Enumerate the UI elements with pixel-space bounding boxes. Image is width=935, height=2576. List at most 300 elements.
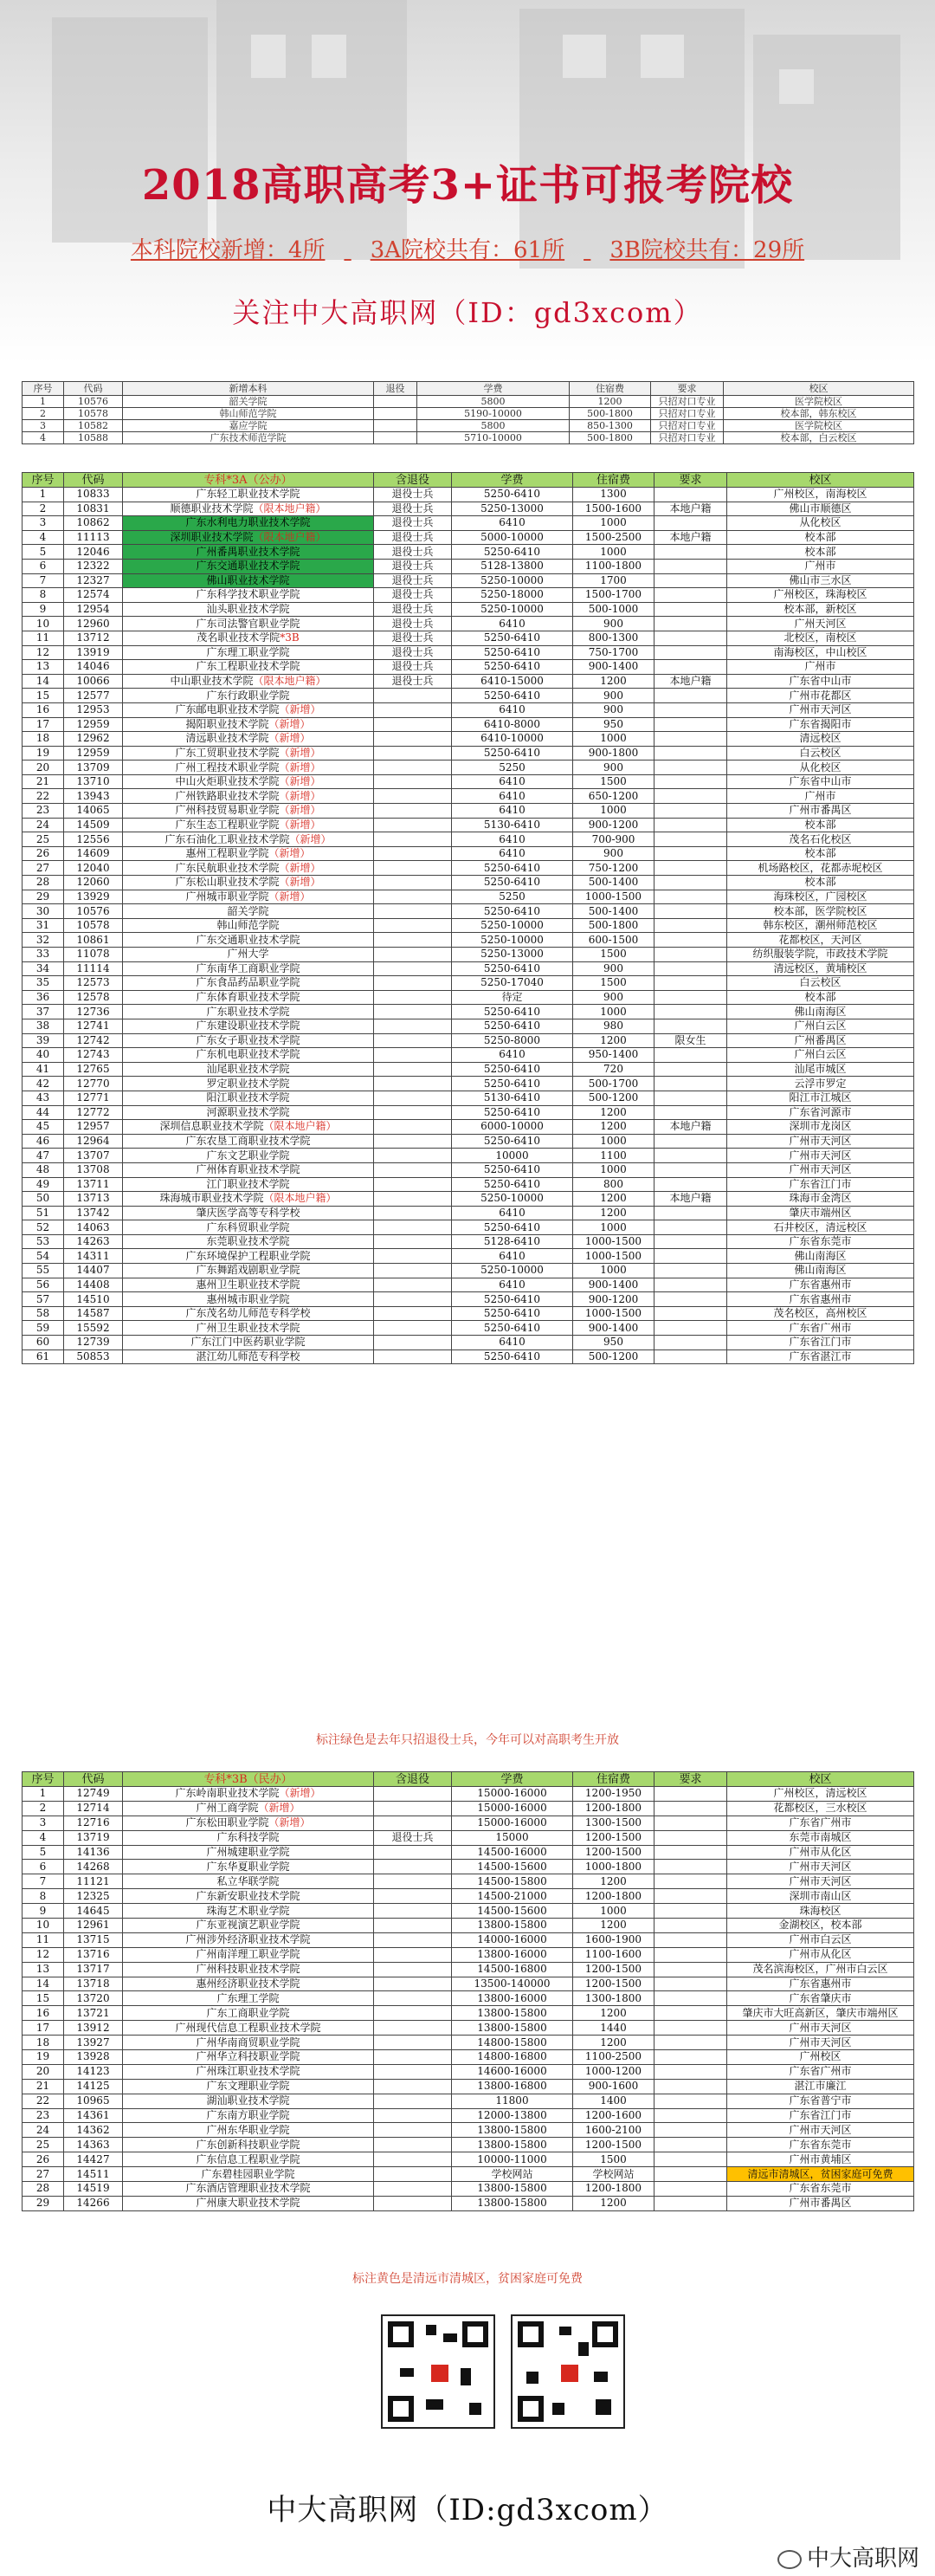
table-cell: 1200	[573, 1120, 654, 1135]
column-header: 代码	[64, 1772, 123, 1787]
column-header: 序号	[23, 473, 64, 488]
watermark	[777, 2540, 919, 2573]
table-cell: 5250-6410	[452, 1349, 573, 1364]
table-cell: 1500	[573, 774, 654, 789]
table-cell	[374, 2196, 452, 2210]
table-row	[23, 804, 914, 819]
table-cell: 27	[23, 2167, 64, 2182]
table-cell: 900-1200	[573, 818, 654, 832]
table-cell	[654, 1249, 727, 1264]
table-row	[23, 1991, 914, 2006]
table-row	[23, 1815, 914, 1830]
table-cell: 12	[23, 1947, 64, 1962]
table-cell: 500-1200	[573, 1349, 654, 1364]
table-cell: 5130-6410	[452, 1091, 573, 1105]
table-header	[23, 382, 914, 396]
table-cell: 1200	[573, 2006, 654, 2021]
table-cell: 900-1400	[573, 660, 654, 675]
table-cell: 广州校区，清远校区	[727, 1787, 914, 1802]
table-cell: 广东亚视演艺职业学院	[123, 1919, 374, 1933]
table-cell: 清远市清城区，贫困家庭可免费	[727, 2167, 914, 2182]
table-cell: 900	[573, 702, 654, 717]
table-cell: 清远校区	[727, 732, 914, 747]
table-cell: 6410	[452, 1249, 573, 1264]
table-cell: 广东行政职业学院	[123, 689, 374, 703]
table-cell: 12000-13800	[452, 2108, 573, 2123]
table-cell: 汕尾市城区	[727, 1062, 914, 1077]
table-cell	[374, 1787, 452, 1802]
table-cell	[654, 1206, 727, 1220]
table-row	[23, 1048, 914, 1063]
table-cell: 45	[23, 1120, 64, 1135]
table-cell: 5	[23, 545, 64, 560]
table-cell	[654, 890, 727, 904]
table-cell: 12060	[64, 876, 123, 890]
table-cell	[374, 1062, 452, 1077]
table-cell: 1100	[573, 1149, 654, 1163]
table-cell: 惠州经济职业技术学院	[123, 1977, 374, 1991]
table-cell	[374, 1120, 452, 1135]
table-row	[23, 1787, 914, 1802]
table-cell: 13800-15800	[452, 2021, 573, 2036]
column-header: 住宿费	[573, 473, 654, 488]
table-row	[23, 904, 914, 919]
table-cell: 500-1200	[573, 1091, 654, 1105]
table-row	[23, 1801, 914, 1815]
table-cell	[374, 1077, 452, 1091]
table-cell: 广东省湛江市	[727, 1349, 914, 1364]
table-cell: 广州市从化区	[727, 1845, 914, 1860]
table-cell: 广东省揭阳市	[727, 717, 914, 732]
column-header: 要求	[654, 1772, 727, 1787]
table-cell: 10576	[64, 904, 123, 919]
table-cell	[654, 1306, 727, 1321]
table-row	[23, 1845, 914, 1860]
table-row	[23, 631, 914, 645]
table-row	[23, 1105, 914, 1120]
table-cell: 校本部	[727, 990, 914, 1005]
table-cell: 58	[23, 1306, 64, 1321]
table-cell: 11	[23, 1932, 64, 1947]
table-cell: 50	[23, 1192, 64, 1207]
table-row	[23, 2196, 914, 2210]
table-cell: 10578	[64, 408, 123, 420]
table-cell	[654, 1947, 727, 1962]
table-cell: 1000-1500	[573, 1234, 654, 1249]
table-cell: 14361	[64, 2108, 123, 2123]
table-cell	[374, 408, 417, 420]
table-row	[23, 1977, 914, 1991]
qr-code-right[interactable]	[511, 2314, 625, 2429]
table-cell: 花都校区，三水校区	[727, 1801, 914, 1815]
table-cell: 12960	[64, 617, 123, 631]
table-cell: 1200-1800	[573, 1889, 654, 1904]
table-cell	[654, 2108, 727, 2123]
table-cell	[654, 1860, 727, 1874]
table-cell: 4	[23, 530, 64, 545]
table-row	[23, 2123, 914, 2138]
table-cell: 1200	[573, 1105, 654, 1120]
table-cell	[374, 2123, 452, 2138]
table-row	[23, 2006, 914, 2021]
table-cell: 11	[23, 631, 64, 645]
table-cell: 广东茂名幼儿师范专科学校	[123, 1306, 374, 1321]
table-cell: 12749	[64, 1787, 123, 1802]
table-cell	[374, 1889, 452, 1904]
table-cell: 15	[23, 1991, 64, 2006]
table-cell: 广东省肇庆市	[727, 1991, 914, 2006]
table-row	[23, 1091, 914, 1105]
table-cell: 广州科技职业技术学院	[123, 1962, 374, 1977]
table-cell: 退役士兵	[374, 488, 452, 502]
table-cell	[374, 396, 417, 408]
table-cell: 湖汕职业技术学院	[123, 2094, 374, 2108]
table-cell	[654, 2064, 727, 2079]
table-cell	[374, 1019, 452, 1033]
table-cell: 13800-15800	[452, 2196, 573, 2210]
table-cell: 26	[23, 2152, 64, 2167]
table-cell	[654, 876, 727, 890]
table-cell: 720	[573, 1062, 654, 1077]
table-cell: 本地户籍	[654, 674, 727, 689]
table-cell	[654, 617, 727, 631]
table-cell: 1000	[573, 1220, 654, 1235]
table-cell: 13719	[64, 1830, 123, 1845]
bachelor-table	[22, 381, 914, 444]
table-cell: 广州市黄埔区	[727, 2152, 914, 2167]
table-cell: 退役士兵	[374, 602, 452, 617]
table-cell: 5250-17040	[452, 976, 573, 991]
table-cell	[654, 717, 727, 732]
table-cell	[374, 818, 452, 832]
table-cell	[374, 1249, 452, 1264]
table-cell: 14407	[64, 1264, 123, 1278]
table-cell	[654, 1336, 727, 1350]
table-cell	[654, 1278, 727, 1292]
table-cell: 10	[23, 1919, 64, 1933]
column-header: 学费	[452, 473, 573, 488]
table-row	[23, 602, 914, 617]
table-cell: 950	[573, 717, 654, 732]
table-row	[23, 861, 914, 876]
table-cell: 13927	[64, 2036, 123, 2050]
table-cell	[374, 1991, 452, 2006]
table-cell	[374, 1815, 452, 1830]
table-cell: 5250	[452, 761, 573, 775]
table-cell: 37	[23, 1005, 64, 1019]
table-cell	[654, 832, 727, 847]
table-cell: 13919	[64, 645, 123, 660]
table-cell	[374, 1162, 452, 1177]
table-cell: 15592	[64, 1321, 123, 1336]
table-cell: 6410-8000	[452, 717, 573, 732]
table-row	[23, 689, 914, 703]
table-cell: 白云校区	[727, 746, 914, 761]
table-cell: 广州市花都区	[727, 689, 914, 703]
table-row	[23, 1860, 914, 1874]
table-cell: 1000-1200	[573, 2064, 654, 2079]
table-cell: 5	[23, 1845, 64, 1860]
table-cell	[654, 761, 727, 775]
table-cell: 1200	[573, 1919, 654, 1933]
table-cell	[654, 904, 727, 919]
table-cell: 900-1600	[573, 2079, 654, 2094]
table-cell: 汕尾职业技术学院	[123, 1062, 374, 1077]
table-cell	[374, 918, 452, 933]
table-cell: 12325	[64, 1889, 123, 1904]
table-cell	[374, 1321, 452, 1336]
table-cell: 6410	[452, 774, 573, 789]
table-cell: 广东文艺职业学院	[123, 1149, 374, 1163]
column-header: 住宿费	[570, 382, 651, 396]
table-cell: 待定	[452, 990, 573, 1005]
table-cell: 12772	[64, 1105, 123, 1120]
table-cell: 广东省东莞市	[727, 2182, 914, 2197]
table-cell: 白云校区	[727, 976, 914, 991]
table-cell: 6410	[452, 516, 573, 531]
table-cell: 1200	[573, 2036, 654, 2050]
table-cell: 1000	[573, 804, 654, 819]
table-cell: 21	[23, 774, 64, 789]
table-cell: 1300-1500	[573, 1815, 654, 1830]
table-cell: 2	[23, 502, 64, 516]
table-cell: 5250-6410	[452, 545, 573, 560]
table-cell: 5250-6410	[452, 689, 573, 703]
table-cell: 广州铁路职业技术学院（新增）	[123, 789, 374, 804]
table-cell: 广东司法警官职业学院	[123, 617, 374, 631]
stat-bachelor: 本科院校新增：4所	[130, 237, 326, 263]
table-cell: 13800-16000	[452, 1991, 573, 2006]
table-cell: 15	[23, 689, 64, 703]
table-cell: 私立华联学院	[123, 1874, 374, 1889]
table-cell: 广东岭南职业技术学院（新增）	[123, 1787, 374, 1802]
table-cell: 5250-10000	[452, 573, 573, 588]
table-cell: 珠海市金湾区	[727, 1192, 914, 1207]
table-cell: 本地户籍	[654, 530, 727, 545]
table-cell: 12574	[64, 588, 123, 603]
table-cell: 13711	[64, 1177, 123, 1192]
table-cell: 500-1800	[570, 408, 651, 420]
column-header: 序号	[23, 1772, 64, 1787]
table-cell: 1000	[573, 516, 654, 531]
watermark-text: 中大高职网	[806, 2546, 919, 2572]
table-cell: 广州市天河区	[727, 1149, 914, 1163]
table-cell: 深圳市南山区	[727, 1889, 914, 1904]
column-header: 学费	[417, 382, 570, 396]
table-cell	[654, 1321, 727, 1336]
table-row	[23, 717, 914, 732]
table-cell: 广州白云区	[727, 1019, 914, 1033]
table-cell	[374, 1336, 452, 1350]
table-cell: 校本部	[727, 530, 914, 545]
table-cell: 东莞职业技术学院	[123, 1234, 374, 1249]
table-cell	[374, 948, 452, 962]
table-cell: 500-1000	[573, 602, 654, 617]
table-cell: 1	[23, 1787, 64, 1802]
table-cell: 14509	[64, 818, 123, 832]
table-row	[23, 1120, 914, 1135]
table-cell: 15000-16000	[452, 1815, 573, 1830]
table-cell: 14500-16000	[452, 1845, 573, 1860]
table-cell	[374, 1192, 452, 1207]
table-cell: 只招对口专业	[651, 420, 724, 432]
table-cell: 佛山南海区	[727, 1005, 914, 1019]
table-cell: 14000-16000	[452, 1932, 573, 1947]
table-cell: 6410	[452, 1048, 573, 1063]
table-row	[23, 846, 914, 861]
table-cell: 13718	[64, 1977, 123, 1991]
table-cell: 12322	[64, 559, 123, 573]
table-cell: 14268	[64, 1860, 123, 1874]
table-cell	[374, 846, 452, 861]
wechat-icon	[777, 2550, 802, 2569]
table-cell	[374, 990, 452, 1005]
table-cell: 广东农垦工商职业技术学院	[123, 1134, 374, 1149]
table-cell	[654, 1932, 727, 1947]
column-header: 含退役	[374, 1772, 452, 1787]
table-cell: 1200-1500	[573, 1830, 654, 1845]
table-cell: 广东建设职业技术学院	[123, 1019, 374, 1033]
table-cell: 14800-15800	[452, 2036, 573, 2050]
table-cell: 校本部，白云校区	[724, 432, 914, 444]
table-cell	[374, 2167, 452, 2182]
table-cell: 广州白云区	[727, 1048, 914, 1063]
table-cell	[654, 1962, 727, 1977]
table-cell	[654, 559, 727, 573]
table-cell: 茂名职业技术学院*3B	[123, 631, 374, 645]
table-cell: 广东南华工商职业学院	[123, 961, 374, 976]
table-row	[23, 702, 914, 717]
table-cell: 800	[573, 1177, 654, 1192]
table-cell: 6	[23, 1860, 64, 1874]
table-cell: 14266	[64, 2196, 123, 2210]
table-header	[23, 473, 914, 488]
table-cell: 1500	[573, 948, 654, 962]
table-cell	[654, 804, 727, 819]
table-cell	[654, 774, 727, 789]
table-cell: 1000	[573, 1134, 654, 1149]
table-cell: 广州南洋理工职业学院	[123, 1947, 374, 1962]
column-header: 学费	[452, 1772, 573, 1787]
table-cell: 5250-6410	[452, 1062, 573, 1077]
table-cell: 广东省东莞市	[727, 2138, 914, 2152]
table-cell: 900	[573, 617, 654, 631]
table-cell: 揭阳职业技术学院（新增）	[123, 717, 374, 732]
table-row	[23, 2050, 914, 2065]
table-cell	[374, 2064, 452, 2079]
table-cell: 22	[23, 2094, 64, 2108]
table-cell: 6	[23, 559, 64, 573]
table-cell: 5250-6410	[452, 1321, 573, 1336]
table-cell: 惠州卫生职业技术学院	[123, 1278, 374, 1292]
table-cell: 900-1400	[573, 1278, 654, 1292]
table-cell	[654, 1162, 727, 1177]
table-cell: 广东文理职业学院	[123, 2079, 374, 2094]
table-cell: 1440	[573, 2021, 654, 2036]
table-cell: 23	[23, 2108, 64, 2123]
table-cell: 广东省河源市	[727, 1105, 914, 1120]
table-cell: 5250-6410	[452, 861, 573, 876]
table-cell: 900-1400	[573, 1321, 654, 1336]
table-cell: 3	[23, 516, 64, 531]
table-cell: 14046	[64, 660, 123, 675]
table-cell: 7	[23, 1874, 64, 1889]
table-cell: 广州华立科技职业学院	[123, 2050, 374, 2065]
table-cell: 5250-6410	[452, 1306, 573, 1321]
table-cell: 退役士兵	[374, 631, 452, 645]
table-cell	[654, 1077, 727, 1091]
table-cell: 31	[23, 918, 64, 933]
table-cell	[374, 961, 452, 976]
table-cell: 1000	[573, 1904, 654, 1919]
table-cell: 6000-10000	[452, 1120, 573, 1135]
table-cell: 12954	[64, 602, 123, 617]
table-cell: 退役士兵	[374, 516, 452, 531]
table-cell	[654, 588, 727, 603]
table-cell: 广东舞蹈戏剧职业学院	[123, 1264, 374, 1278]
table-cell: 25	[23, 2138, 64, 2152]
table-cell: 河源职业技术学院	[123, 1105, 374, 1120]
table-row	[23, 1904, 914, 1919]
table-cell: 14408	[64, 1278, 123, 1292]
table-cell	[654, 2094, 727, 2108]
table-cell	[374, 2079, 452, 2094]
table-cell: 22	[23, 789, 64, 804]
table-cell	[374, 1220, 452, 1235]
table-cell	[654, 1977, 727, 1991]
table-row	[23, 502, 914, 516]
table-cell: 广州华南商贸职业学院	[123, 2036, 374, 2050]
table-cell	[374, 789, 452, 804]
follow-line: 关注中大高职网（ID：gd3xcom）	[232, 296, 703, 329]
table-cell: 广东创新科技职业学院	[123, 2138, 374, 2152]
table-cell: 校本部	[727, 846, 914, 861]
table-cell: 11113	[64, 530, 123, 545]
table-cell: 14510	[64, 1292, 123, 1307]
table-cell: 退役士兵	[374, 573, 452, 588]
table-cell	[654, 2167, 727, 2182]
table-row	[23, 2152, 914, 2167]
column-header: 校区	[724, 382, 914, 396]
column-header: 要求	[654, 473, 727, 488]
table-cell: 10582	[64, 420, 123, 432]
table-cell: 49	[23, 1177, 64, 1192]
table-cell: 校本部，医学院校区	[727, 904, 914, 919]
table-cell: 清远职业技术学院（新增）	[123, 732, 374, 747]
table-cell: 5250-6410	[452, 1105, 573, 1120]
qr-code-left[interactable]	[381, 2314, 495, 2429]
table-cell: 9	[23, 602, 64, 617]
table-cell: 1100-2500	[573, 2050, 654, 2065]
table-cell	[654, 861, 727, 876]
table-cell: 44	[23, 1105, 64, 1120]
table-cell	[374, 976, 452, 991]
table-cell	[654, 702, 727, 717]
table-cell	[654, 1048, 727, 1063]
table-row	[23, 1162, 914, 1177]
table-row	[23, 818, 914, 832]
table-cell: 14	[23, 1977, 64, 1991]
table-cell: 佛山南海区	[727, 1249, 914, 1264]
table-cell	[654, 689, 727, 703]
table-cell: 阳江市江城区	[727, 1091, 914, 1105]
table-row	[23, 2064, 914, 2079]
table-cell	[654, 1105, 727, 1120]
table-cell: 1000-1800	[573, 1860, 654, 1874]
table-cell: 广东技术师范学院	[123, 432, 374, 444]
table-cell: 61	[23, 1349, 64, 1364]
table-cell: 本地户籍	[654, 1120, 727, 1135]
